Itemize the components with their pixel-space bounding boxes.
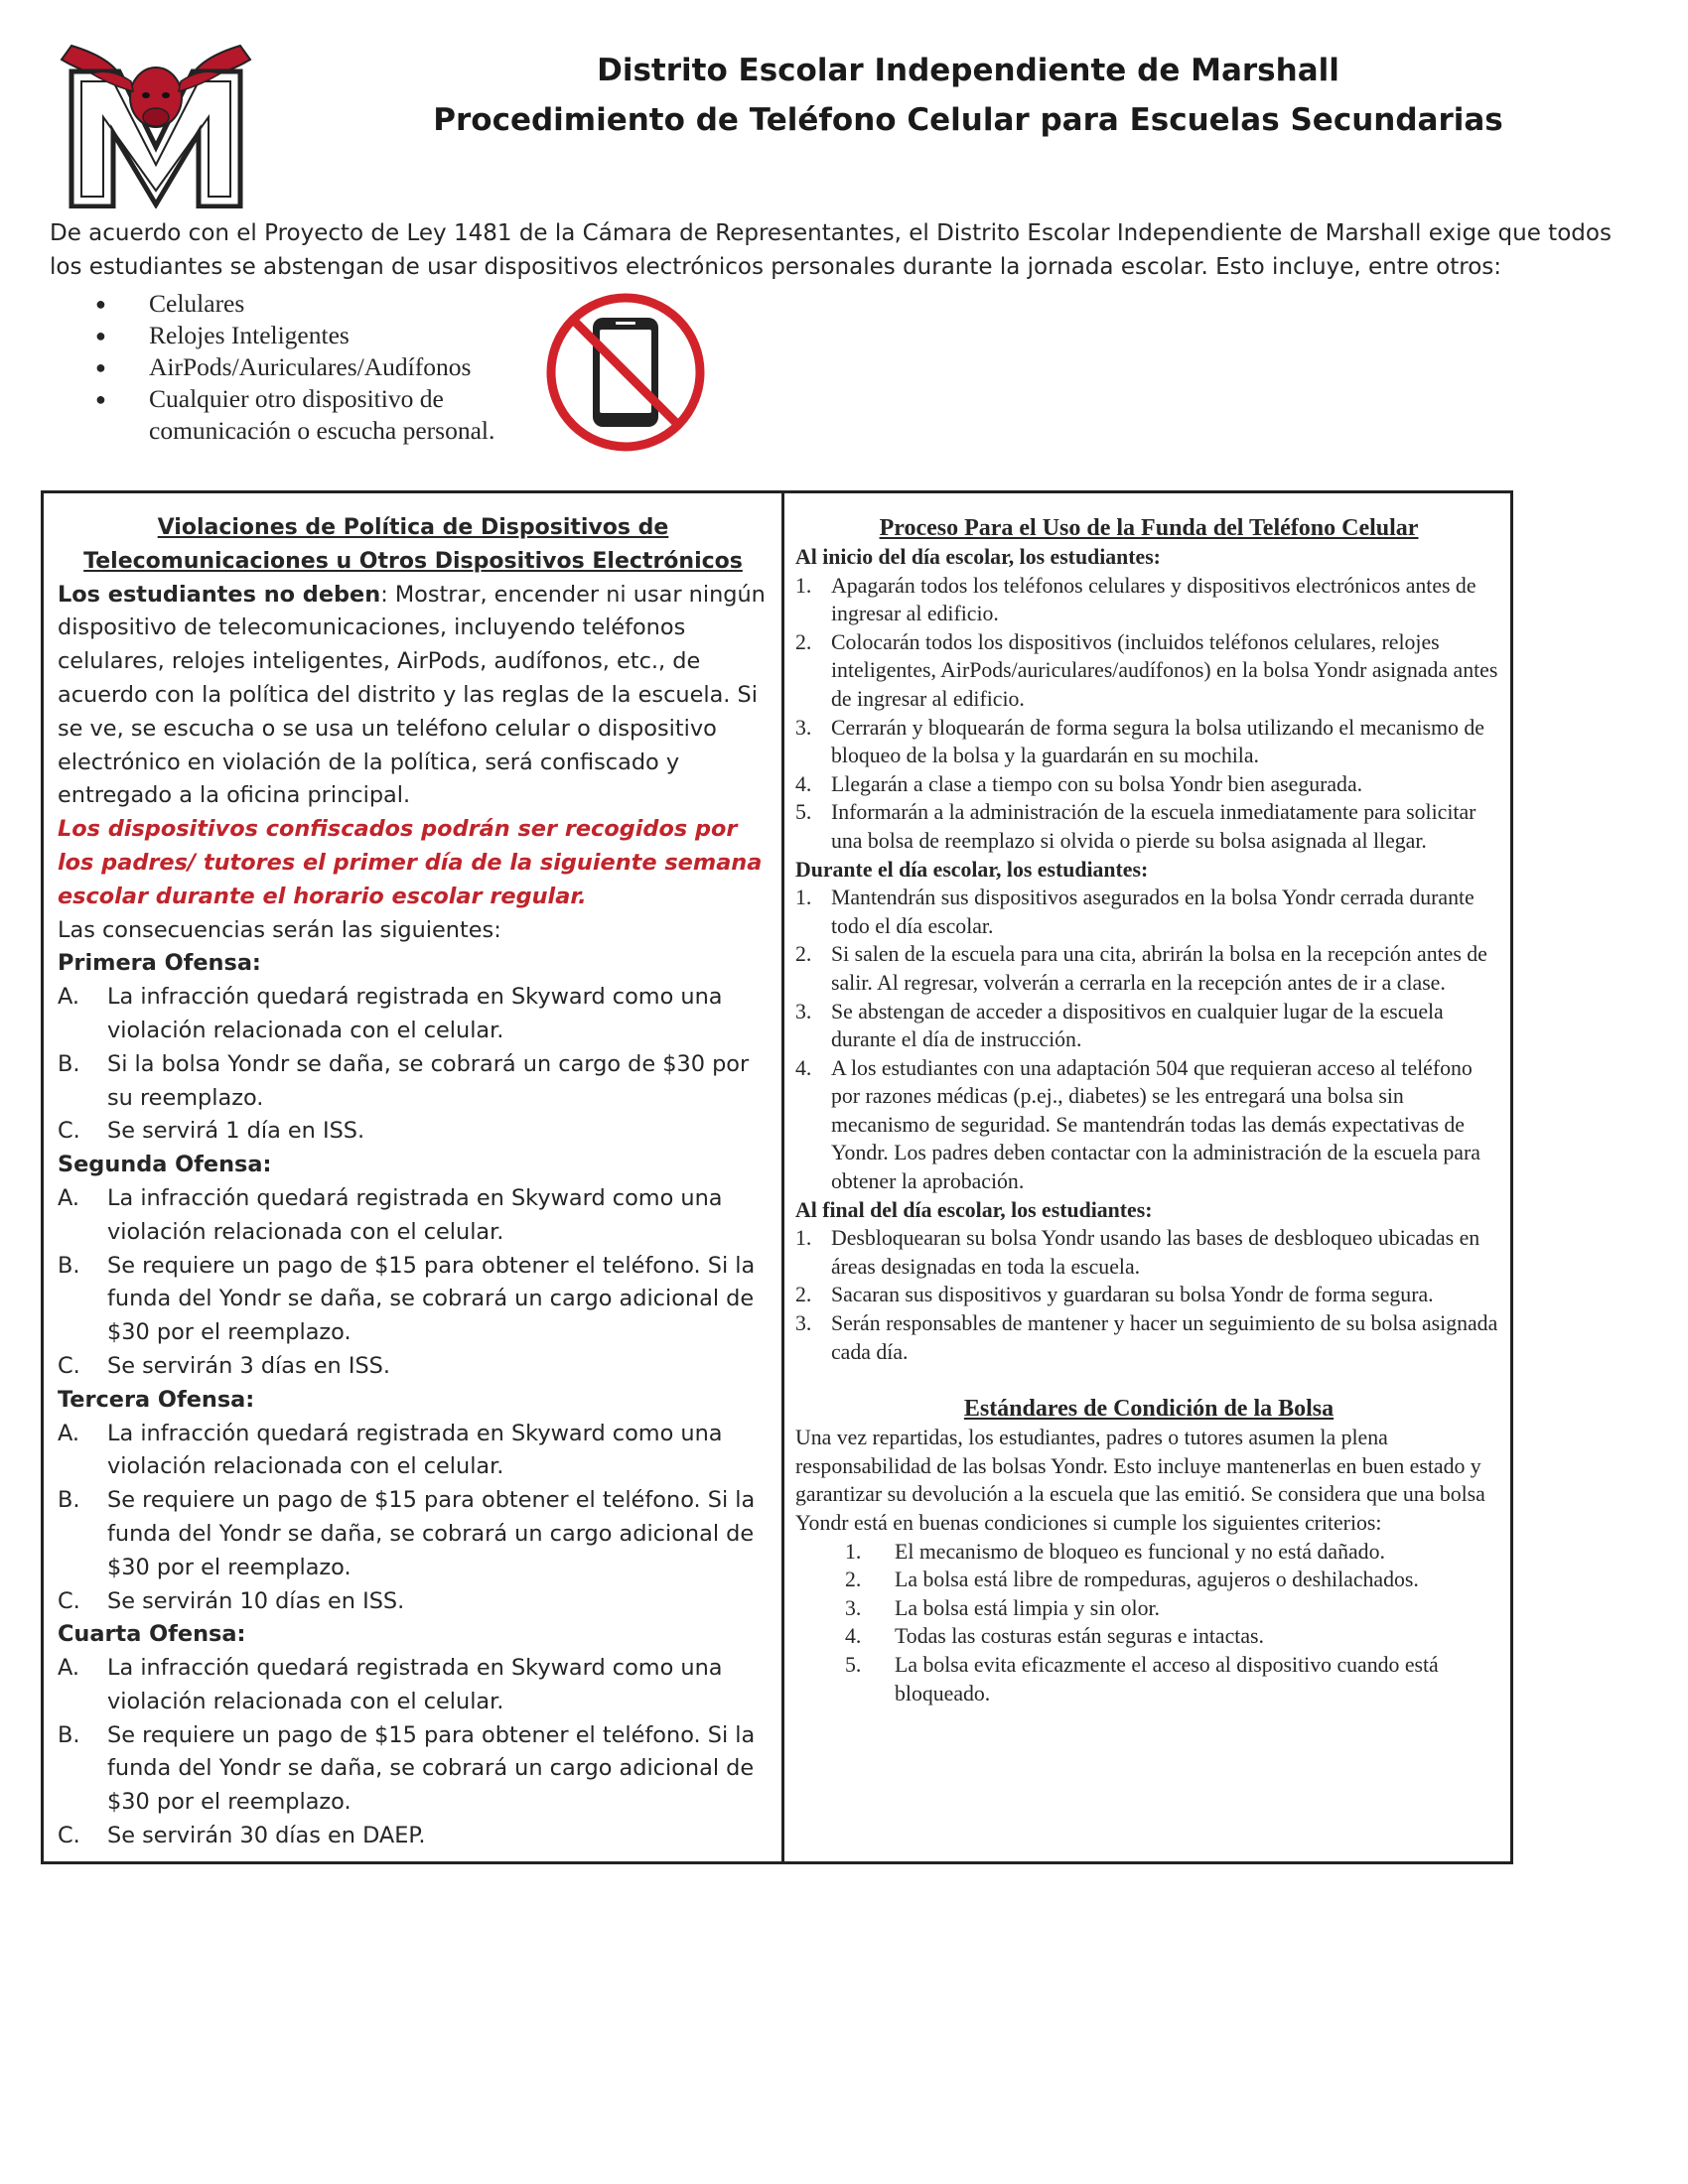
list-text: Se abstengan de acceder a dispositivos en cualquier lugar de la escuela durante el día de instrucción.: [831, 999, 1444, 1052]
bullet-item: ● Cualquier otro dispositivo de comunicación o escucha personal.: [95, 383, 552, 447]
list-marker: 4.: [795, 1055, 812, 1080]
no-phone-icon: [543, 290, 708, 455]
list-item: [795, 1054, 1502, 1196]
title-line-2: Procedimiento de Teléfono Celular para Escuelas Secundarias: [433, 102, 1503, 138]
list-marker: 2.: [795, 942, 812, 967]
list-text: Apagarán todos los teléfonos celulares y dispositivos electrónicos antes de ingresar al edificio.: [831, 573, 1477, 626]
list-marker: 1.: [795, 1226, 812, 1251]
list-item: [58, 1182, 769, 1250]
list-item: [795, 1224, 1502, 1281]
list-item: [795, 1309, 1502, 1366]
must-not-text: : Mostrar, encender ni usar ningún dispositivo de telecomunicaciones, incluyendo teléfonos celulares, relojes inteligentes, AirPods, audífonos, etc., de acuerdo con la política del distrito y las reglas de la escuela. Si se ve, se escucha o se usa un teléfono celular o dispositivo electrónico en violación de la política, será confiscado y entregado a la oficina principal.: [58, 581, 766, 809]
must-not-label: Los estudiantes no deben: [58, 581, 381, 608]
list-marker: B.: [58, 1252, 80, 1279]
list-text: A los estudiantes con una adaptación 504 que requieran acceso al teléfono por razones médicas (p.ej., diabetes) se les entregará una bolsa sin mecanismo de seguridad. Se mantendrán todas las demás expectativas de Yondr. Los padres deben contactar con la administración de la escuela para obtener la aprobación.: [831, 1055, 1480, 1194]
list-text: Se servirá 1 día en ISS.: [107, 1118, 365, 1145]
standards-paragraph: Una vez repartidas, los estudiantes, padres o tutores asumen la plena responsabilidad de las bolsas Yondr. Esto incluye mantenerlas en buen estado y garantizar su devolución a la escuela que las emitió. Se considera que una bolsa Yondr está en buenas condiciones si cumple los siguientes criterios:: [795, 1426, 1485, 1535]
list-item: [795, 1594, 1502, 1623]
list-item: [795, 1281, 1502, 1309]
list-text: Llegarán a clase a tiempo con su bolsa Yondr bien asegurada.: [831, 771, 1363, 796]
list-item: [795, 714, 1502, 770]
policy-box: [41, 490, 1513, 1864]
list-item: [58, 1250, 769, 1350]
list-text: La infracción quedará registrada en Skyward como una violación relacionada con el celular.: [107, 1655, 723, 1714]
list-marker: 3.: [795, 715, 812, 740]
list-item: [58, 1719, 769, 1820]
list-item: [58, 1585, 769, 1619]
list-marker: 5.: [845, 1652, 862, 1677]
list-item: [58, 1820, 769, 1853]
intro-paragraph: De acuerdo con el Proyecto de Ley 1481 de la Cámara de Representantes, el Distrito Escolar Independiente de Marshall exige que todos los estudiantes se abstengan de usar dispositivos electrónicos personales durante la jornada escolar. Esto incluye, entre otros:: [50, 220, 1612, 280]
list-marker: C.: [58, 1118, 80, 1145]
standards-list: [795, 1538, 1502, 1708]
list-marker: A.: [58, 1420, 80, 1446]
list-item: [58, 1350, 769, 1384]
list-item: [58, 1652, 769, 1719]
list-marker: 1.: [845, 1539, 862, 1564]
column-divider: [781, 493, 784, 1861]
list-text: Se requiere un pago de $15 para obtener el teléfono. Si la funda del Yondr se daña, se cobrará un cargo adicional de $30 por el reemplazo.: [107, 1487, 756, 1580]
list-text: La infracción quedará registrada en Skyward como una violación relacionada con el celular.: [107, 984, 723, 1043]
list-marker: 4.: [795, 771, 812, 796]
offense-title: Cuarta Ofensa:: [58, 1621, 246, 1648]
list-item: [795, 1622, 1502, 1651]
list-marker: 3.: [845, 1595, 862, 1620]
section-title: Al inicio del día escolar, los estudiantes:: [795, 545, 1161, 569]
list-marker: A.: [58, 984, 80, 1011]
list-marker: 1.: [795, 573, 812, 598]
list-item: [795, 1651, 1502, 1707]
list-text: Cerrarán y bloquearán de forma segura la bolsa utilizando el mecanismo de bloqueo de la bolsa y la guardarán en su mochila.: [831, 715, 1484, 768]
offense-title: Primera Ofensa:: [58, 950, 261, 977]
confiscated-note: Los dispositivos confiscados podrán ser recogidos por los padres/ tutores el primer día de la siguiente semana escolar durante el horario escolar regular.: [58, 816, 763, 909]
list-text: La bolsa evita eficazmente el acceso al dispositivo cuando está bloqueado.: [895, 1652, 1439, 1706]
section-title: Al final del día escolar, los estudiantes:: [795, 1197, 1153, 1222]
title-line-1: Distrito Escolar Independiente de Marshall: [597, 53, 1339, 88]
list-marker: 2.: [795, 1283, 812, 1307]
list-item: [795, 798, 1502, 855]
list-marker: 2.: [845, 1568, 862, 1592]
must-not-paragraph: [58, 579, 769, 814]
offense-title: Tercera Ofensa:: [58, 1386, 255, 1413]
list-marker: B.: [58, 1487, 80, 1514]
list-text: El mecanismo de bloqueo es funcional y no está dañado.: [895, 1539, 1385, 1564]
list-text: La bolsa está limpia y sin olor.: [895, 1595, 1160, 1620]
list-item: [795, 572, 1502, 628]
list-text: Se requiere un pago de $15 para obtener el teléfono. Si la funda del Yondr se daña, se cobrará un cargo adicional de $30 por el reemplazo.: [107, 1252, 756, 1346]
consequences-intro: Las consecuencias serán las siguientes:: [58, 916, 501, 943]
list-text: Se requiere un pago de $15 para obtener el teléfono. Si la funda del Yondr se daña, se cobrará un cargo adicional de $30 por el reemplazo.: [107, 1721, 756, 1816]
list-text: Mantendrán sus dispositivos asegurados en la bolsa Yondr cerrada durante todo el día escolar.: [831, 886, 1475, 938]
list-item: [795, 998, 1502, 1054]
bullet-item: ● AirPods/Auriculares/Audífonos: [95, 351, 552, 383]
list-marker: 3.: [795, 1311, 812, 1336]
list-marker: A.: [58, 1184, 80, 1211]
list-text: La bolsa está libre de rompeduras, agujeros o deshilachados.: [895, 1568, 1419, 1592]
list-item: [795, 1566, 1502, 1594]
list-text: Se servirán 10 días en ISS.: [107, 1587, 405, 1614]
district-longhorn-logo: [52, 38, 260, 208]
standards-heading: Estándares de Condición de la Bolsa: [963, 1396, 1335, 1423]
list-item: [795, 1538, 1502, 1567]
list-item: [58, 1484, 769, 1584]
list-text: Informarán a la administración de la escuela inmediatamente para solicitar una bolsa de reemplazo si olvida o pierde su bolsa asignada al llegar.: [831, 800, 1477, 853]
list-text: La infracción quedará registrada en Skyward como una violación relacionada con el celular.: [107, 1184, 723, 1245]
pouch-process-column: [795, 513, 1502, 1707]
numbered-list: [795, 572, 1502, 856]
list-marker: B.: [58, 1721, 80, 1748]
list-item: [58, 981, 769, 1048]
bullet-item: ● Celulares: [95, 288, 552, 320]
list-item: [58, 1115, 769, 1149]
device-bullet-list: [95, 288, 552, 447]
list-marker: B.: [58, 1050, 80, 1077]
list-text: Se servirán 30 días en DAEP.: [107, 1823, 426, 1849]
list-marker: 4.: [845, 1624, 862, 1649]
list-item: [795, 628, 1502, 714]
numbered-list: [795, 1224, 1502, 1366]
list-text: Todas las costuras están seguras e intactas.: [895, 1624, 1264, 1649]
list-text: Si la bolsa Yondr se daña, se cobrará un cargo de $30 por su reemplazo.: [107, 1050, 750, 1111]
list-marker: C.: [58, 1352, 80, 1379]
list-text: La infracción quedará registrada en Skyward como una violación relacionada con el celular.: [107, 1420, 723, 1480]
list-marker: 2.: [795, 629, 812, 654]
violations-column: [58, 511, 769, 1853]
offense-title: Segunda Ofensa:: [58, 1152, 272, 1178]
violations-heading: Violaciones de Política de Dispositivos de Telecomunicaciones u Otros Dispositivos Electrónicos: [83, 515, 743, 574]
list-marker: 1.: [795, 886, 812, 910]
list-text: Serán responsables de mantener y hacer un seguimiento de su bolsa asignada cada día.: [831, 1311, 1498, 1364]
list-item: [795, 940, 1502, 997]
list-text: Colocarán todos los dispositivos (incluidos teléfonos celulares, relojes inteligentes, AirPods/auriculares/audífonos) en la bolsa Yondr asignada antes de ingresar al edificio.: [831, 629, 1498, 711]
list-item: [795, 770, 1502, 799]
offense-list: [58, 1418, 769, 1619]
list-item: [795, 884, 1502, 940]
pouch-process-heading: Proceso Para el Uso de la Funda del Teléfono Celular: [879, 515, 1419, 541]
list-marker: A.: [58, 1655, 80, 1682]
list-item: [58, 1418, 769, 1485]
offense-list: [58, 1652, 769, 1853]
list-marker: C.: [58, 1587, 80, 1614]
list-item: [58, 1048, 769, 1116]
section-title: Durante el día escolar, los estudiantes:: [795, 857, 1149, 882]
list-text: Desbloquearan su bolsa Yondr usando las bases de desbloqueo ubicadas en áreas designadas en toda la escuela.: [831, 1226, 1480, 1279]
list-marker: 5.: [795, 800, 812, 825]
list-text: Si salen de la escuela para una cita, abrirán la bolsa en la recepción antes de salir. Al regresar, volverán a cerrarla en la recepción antes de ir a clase.: [831, 942, 1487, 995]
list-marker: C.: [58, 1823, 80, 1849]
document-title: [318, 46, 1618, 145]
offense-list: [58, 1182, 769, 1384]
list-text: Se servirán 3 días en ISS.: [107, 1352, 390, 1379]
bullet-item: ● Relojes Inteligentes: [95, 320, 552, 351]
offense-list: [58, 981, 769, 1149]
list-text: Sacaran sus dispositivos y guardaran su bolsa Yondr de forma segura.: [831, 1283, 1434, 1307]
numbered-list: [795, 884, 1502, 1196]
list-marker: 3.: [795, 999, 812, 1024]
